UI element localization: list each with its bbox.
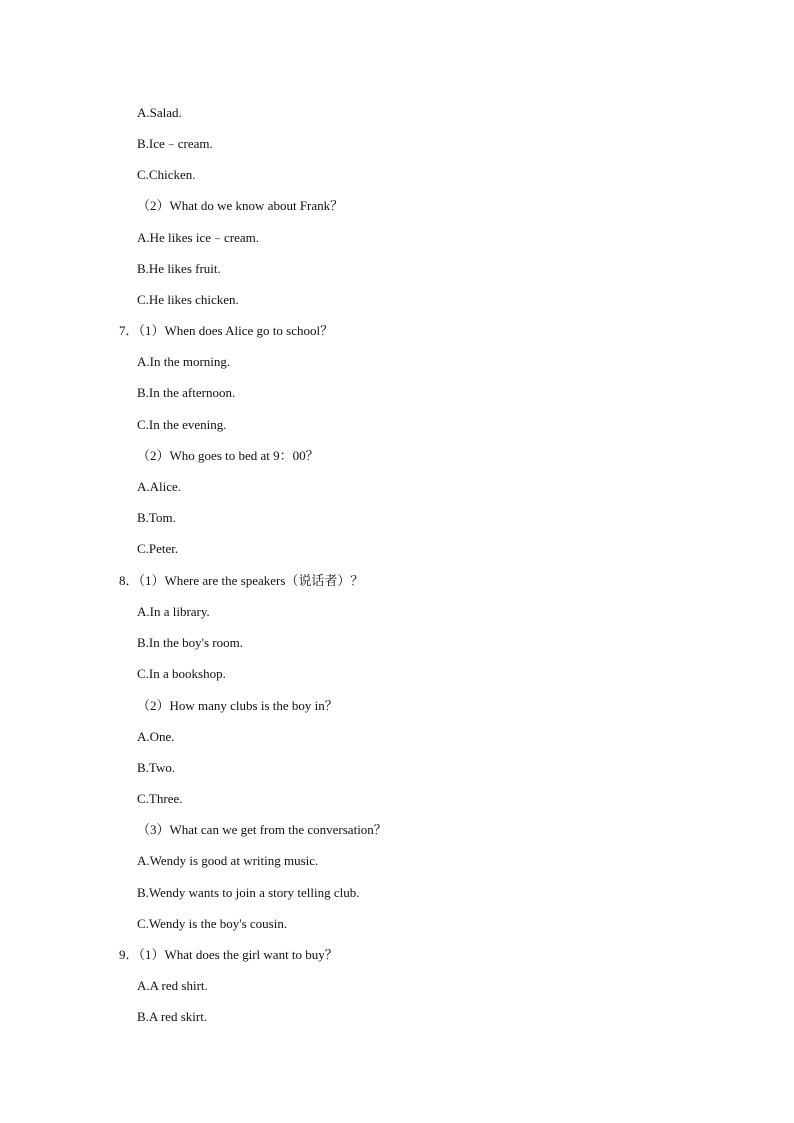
answer-option: B.Tom. — [137, 510, 176, 525]
answer-option: A.One. — [137, 729, 175, 744]
answer-option: B.A red skirt. — [137, 1009, 208, 1024]
answer-option: C.Peter. — [137, 541, 179, 556]
sub-question: （2）What do we know about Frank？ — [137, 198, 344, 213]
answer-option: B.He likes fruit. — [137, 261, 221, 276]
answer-option: A.He likes ice﹣cream. — [137, 230, 260, 245]
answer-option: C.In a bookshop. — [137, 666, 226, 681]
question-number-line: 8．（1）Where are the speakers（说话者）？ — [119, 573, 364, 588]
answer-option: A.Salad. — [137, 105, 182, 120]
answer-option: A.In a library. — [137, 604, 210, 619]
answer-option: A.Wendy is good at writing music. — [137, 853, 319, 868]
answer-option: C.Wendy is the boy's cousin. — [137, 916, 288, 931]
answer-option: B.Ice﹣cream. — [137, 136, 213, 151]
answer-option: C.Chicken. — [137, 167, 196, 182]
answer-option: B.Two. — [137, 760, 176, 775]
answer-option: B.In the boy's room. — [137, 635, 243, 650]
answer-option: A.A red shirt. — [137, 978, 208, 993]
answer-option: C.In the evening. — [137, 417, 227, 432]
sub-question: （2）Who goes to bed at 9：00？ — [137, 448, 319, 463]
answer-option: B.Wendy wants to join a story telling club. — [137, 885, 360, 900]
answer-option: C.He likes chicken. — [137, 292, 239, 307]
answer-option: A.Alice. — [137, 479, 182, 494]
question-number-line: 9．（1）What does the girl want to buy？ — [119, 947, 338, 962]
answer-option: A.In the morning. — [137, 354, 231, 369]
question-number-line: 7．（1）When does Alice go to school？ — [119, 323, 334, 338]
sub-question: （2）How many clubs is the boy in？ — [137, 698, 338, 713]
answer-option: C.Three. — [137, 791, 183, 806]
sub-question: （3）What can we get from the conversation？ — [137, 822, 387, 837]
answer-option: B.In the afternoon. — [137, 385, 236, 400]
